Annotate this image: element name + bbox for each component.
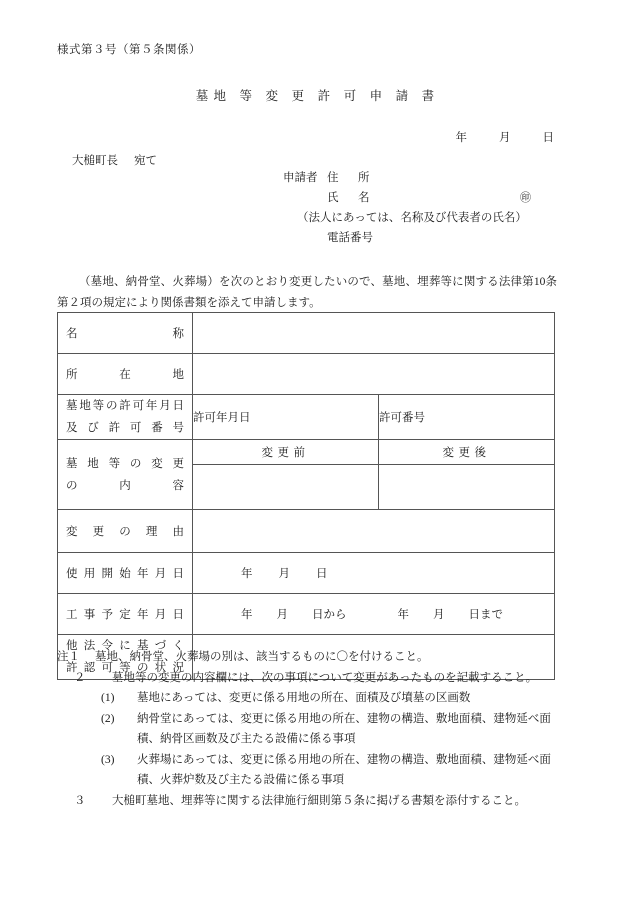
- request-statement-line2: 10条第２項の規定により関係書類を添えて申請します。: [57, 276, 558, 309]
- input-cell-change-before[interactable]: [193, 465, 379, 510]
- request-statement-line1: （墓地、納骨堂、火葬場）を次のとおり変更したいので、墓地、埋葬等に関する法律第: [79, 276, 534, 288]
- applicant-corporate-note: （法人にあっては、名称及び代表者の氏名）: [297, 212, 527, 224]
- label-cell-construction-date: [58, 594, 193, 635]
- document-title: 墓地 等 変 更 許 可 申 請 書: [195, 89, 440, 103]
- addressee-suffix: 宛て: [134, 155, 157, 167]
- input-cell-start-date[interactable]: [193, 553, 555, 594]
- construction-to-group: [398, 606, 555, 622]
- row-label-construction-date: 工 事 予 定 年 月 日: [66, 609, 184, 621]
- note-2-text: 墓地等の変更の内容欄には、次の事項について変更があったものを記載すること。: [112, 671, 538, 684]
- const-to-day-label: 日まで: [468, 609, 503, 621]
- applicant-name-row: [283, 188, 531, 208]
- permit-date-label: 許可年月日: [193, 412, 251, 424]
- note-subitem-1: [57, 688, 587, 709]
- label-cell-change: [58, 440, 193, 510]
- start-date-fields: [193, 565, 554, 581]
- applicant-phone-label: 電話番号: [327, 232, 373, 244]
- form-number: 様式第３号（第５条関係）: [57, 44, 201, 56]
- table-row-name: [58, 313, 555, 354]
- subitem-2-text: 納骨堂にあっては、変更に係る用地の所在、建物の構造、敷地面積、建物延べ面: [137, 712, 551, 725]
- request-statement: [57, 272, 557, 314]
- applicant-address-row: [283, 168, 527, 188]
- note-2-number: ２: [74, 671, 86, 684]
- input-cell-permit-date[interactable]: [193, 395, 379, 440]
- const-to-year-label: 年: [397, 609, 409, 621]
- row-label-change-line1: 墓 地 等 の 変 更: [66, 457, 184, 470]
- note-item-1: [57, 647, 587, 668]
- row-label-other-line2: 許 認 可 等 の 状 況: [66, 662, 184, 674]
- applicant-address-label: 住 所: [327, 172, 374, 184]
- row-label-change-line2: の 内 容: [66, 479, 184, 492]
- note-3-text: 大槌町墓地、埋葬等に関する法律施行細則第５条に掲げる書類を添付すること。: [112, 794, 526, 807]
- application-form-table: [57, 312, 555, 680]
- construction-from-group: [241, 606, 398, 622]
- subitem-3-continuation: 積、火葬炉数及び主たる設備に係る事項: [137, 774, 344, 786]
- seal-stamp-icon: ㊞: [520, 192, 531, 204]
- input-cell-change-after[interactable]: [379, 465, 555, 510]
- label-cell-location: [58, 354, 193, 395]
- row-label-other-line1: 他 法 令 に 基 づ く: [66, 640, 184, 652]
- date-line: [456, 129, 555, 145]
- note-3-number: ３: [74, 794, 86, 807]
- subitem-1-number: (1): [101, 692, 115, 704]
- note-1-text: 墓地、納骨堂、火葬場の別は、該当するものに〇を付けること。: [95, 651, 429, 663]
- note-item-2: [57, 668, 587, 689]
- construction-date-fields: [193, 606, 554, 622]
- row-label-location: 所 在 地: [66, 369, 184, 381]
- start-day-label: 日: [316, 568, 328, 580]
- label-cell-permit: [58, 395, 193, 440]
- subitem-2-continuation: 積、納骨区画数及び主たる設備に係る事項: [137, 733, 356, 745]
- start-month-label: 月: [278, 568, 290, 580]
- date-year-label: 年: [455, 132, 467, 144]
- row-label-permit-line1: 墓 地 等 の 許 可 年 月 日: [66, 400, 184, 412]
- start-year-label: 年: [241, 568, 253, 580]
- date-day-label: 日: [542, 132, 554, 144]
- note-item-3: [57, 791, 587, 812]
- applicant-name-label: 氏 名: [327, 192, 374, 204]
- addressee: [72, 152, 157, 168]
- row-label-permit-line2: 及 び 許 可 番 号: [66, 422, 184, 434]
- note-subitem-3: [57, 750, 587, 771]
- input-cell-reason[interactable]: [193, 510, 555, 553]
- const-from-day-label: 日から: [312, 609, 347, 621]
- permit-number-label: 許可番号: [379, 412, 425, 424]
- note-1-number: 注１: [57, 651, 80, 663]
- note-subitem-2: [57, 709, 587, 730]
- const-from-year-label: 年: [241, 609, 253, 621]
- applicant-label: 申請者: [283, 172, 318, 184]
- label-cell-name: [58, 313, 193, 354]
- row-label-reason: 変 更 の 理 由: [66, 526, 184, 538]
- addressee-name: 大槌町長: [72, 155, 118, 167]
- subitem-3-text: 火葬場にあっては、変更に係る用地の所在、建物の構造、敷地面積、建物延べ面: [137, 753, 551, 766]
- table-row-permit: [58, 395, 555, 440]
- input-cell-permit-number[interactable]: [379, 395, 555, 440]
- table-row-location: [58, 354, 555, 395]
- subitem-2-number: (2): [101, 712, 115, 725]
- table-row-start-date: [58, 553, 555, 594]
- subitem-3-number: (3): [101, 753, 115, 766]
- const-to-month-label: 月: [433, 609, 445, 621]
- label-cell-start-date: [58, 553, 193, 594]
- applicant-block: [283, 168, 531, 248]
- notes-section: [57, 647, 587, 811]
- date-month-label: 月: [499, 132, 511, 144]
- row-label-name: 名 称: [66, 328, 184, 340]
- const-from-month-label: 月: [276, 609, 288, 621]
- table-row-change-header: [58, 440, 555, 465]
- column-header-before: 変更前: [193, 440, 379, 465]
- label-cell-reason: [58, 510, 193, 553]
- input-cell-location[interactable]: [193, 354, 555, 395]
- row-label-start-date: 使 用 開 始 年 月 日: [66, 568, 184, 580]
- table-row-reason: [58, 510, 555, 553]
- input-cell-construction-date[interactable]: [193, 594, 555, 635]
- table-row-construction-date: [58, 594, 555, 635]
- subitem-1-text: 墓地にあっては、変更に係る用地の所在、面積及び墳墓の区画数: [137, 692, 471, 704]
- column-header-after: 変更後: [379, 440, 555, 465]
- input-cell-name[interactable]: [193, 313, 555, 354]
